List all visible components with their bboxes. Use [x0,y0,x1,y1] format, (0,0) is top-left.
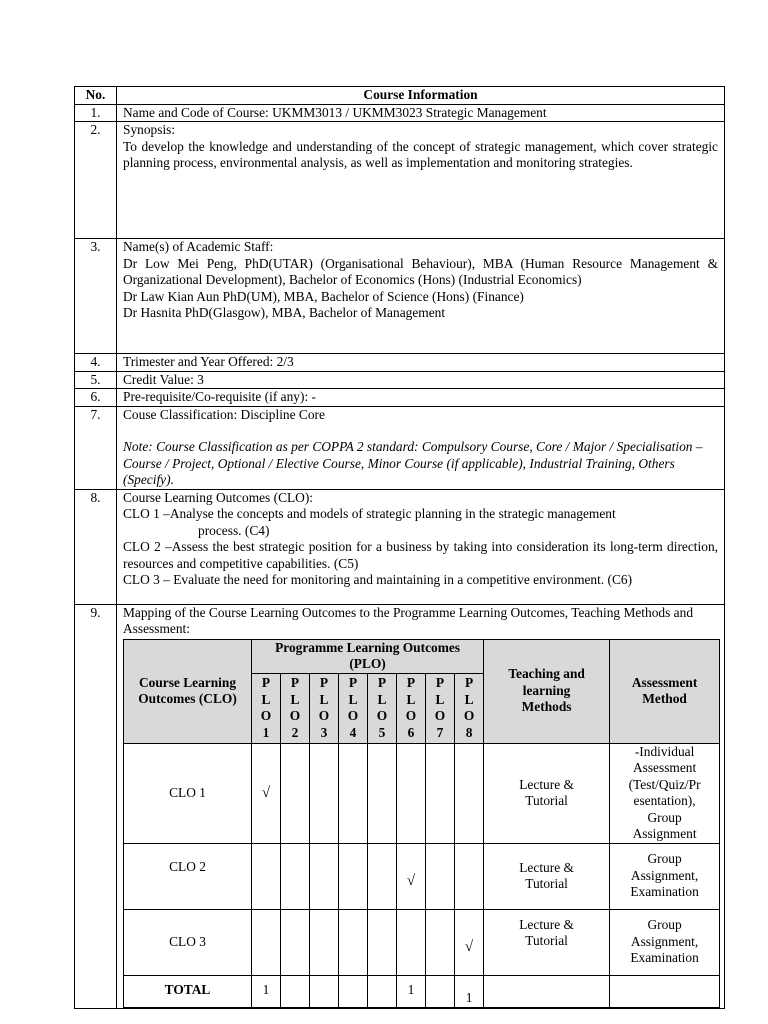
mapping-row-total [124,975,720,1007]
clo-1: CLO 1 –Analyse the concepts and models of strategic planning in the strategic management [123,506,616,521]
clo-name: CLO 2 [124,843,252,909]
staff-member: Dr Law Kian Aun PhD(UM), MBA, Bachelor of Science (Hons) (Finance) [123,288,524,304]
header-course-info: Course Information [117,87,725,105]
row-number: 5. [75,371,117,389]
clo-name: CLO 1 [124,743,252,843]
synopsis-label: Synopsis: [123,122,176,137]
mapping-row-clo1 [124,743,720,843]
synopsis-text: To develop the knowledge and understanding of the concept of strategic management, which cover strategic planning process, environmental analysis, as well as implementation and monitoring strategies. [123,138,718,170]
header-teaching-methods: Teaching and learning Methods [484,639,610,743]
synopsis-cell [117,122,725,239]
mapping-row-clo3 [124,909,720,975]
clo-name: CLO 3 [124,909,252,975]
plo-header: P L O 1 [252,673,281,743]
assessment-method: -Individual Assessment (Test/Quiz/Pr esentation), Group Assignment [610,743,720,843]
teaching-method: Lecture & Tutorial [484,843,610,909]
clo-1-cont: process. (C4) [198,522,270,538]
mapping-cell [117,604,725,1008]
row-clo [75,489,725,604]
row-classification [75,406,725,489]
teaching-method: Lecture & Tutorial [484,909,610,975]
academic-staff-label: Name(s) of Academic Staff: [123,239,274,254]
row-prerequisite [75,389,725,407]
total-plo1: 1 [252,975,281,1007]
row-synopsis [75,122,725,239]
mapping-label: Mapping of the Course Learning Outcomes to the Programme Learning Outcomes, Teaching Methods and Assessment: [123,604,694,636]
plo-tick: √ [455,909,484,975]
row-number: 4. [75,354,117,372]
row-course-name [75,104,725,122]
teaching-method: Lecture & Tutorial [484,743,610,843]
row-number: 7. [75,406,117,489]
row-academic-staff [75,239,725,354]
header-assessment-method: Assessment Method [610,639,720,743]
header-clo: Course Learning Outcomes (CLO) [124,639,252,743]
plo-header: P L O 8 [455,673,484,743]
row-number: 8. [75,489,117,604]
course-name-code: Name and Code of Course: UKMM3013 / UKMM3023 Strategic Management [117,104,725,122]
header-row [75,87,725,105]
clo-label: Course Learning Outcomes (CLO): [123,489,314,505]
row-number: 3. [75,239,117,354]
total-plo6: 1 [397,975,426,1007]
clo-plo-mapping-table [123,639,720,1008]
header-no: No. [75,87,117,105]
staff-member: Dr Hasnita PhD(Glasgow), MBA, Bachelor of Management [123,305,446,320]
staff-member: Dr Low Mei Peng, PhD(UTAR) (Organisational Behaviour), MBA (Human Resource Management & Organizational Development), Bachelor of Economics (Hons) (Industrial Economics) [123,255,718,287]
total-label: TOTAL [124,975,252,1007]
trimester-year: Trimester and Year Offered: 2/3 [117,354,725,372]
row-trimester [75,354,725,372]
classification-note: Note: Course Classification as per COPPA 2 standard: Compulsory Course, Core / Major / Specialisation – Course / Project, Optional / Elective Course, Minor Course (if applicable), Industrial Training, Others (Specify). [123,439,703,487]
course-classification: Couse Classification: Discipline Core [123,406,325,422]
classification-cell [117,406,725,489]
mapping-row-clo2 [124,843,720,909]
row-number: 6. [75,389,117,407]
row-mapping [75,604,725,1008]
row-number: 9. [75,604,117,1008]
plo-tick: √ [397,843,426,909]
clo-2: CLO 2 –Assess the best strategic position for a business by taking into consideration its long-term direction, resources and competitive capabilities. (C5) [123,539,718,571]
academic-staff-cell [117,239,725,354]
row-number: 2. [75,122,117,239]
credit-value: Credit Value: 3 [117,371,725,389]
prerequisite: Pre-requisite/Co-requisite (if any): - [117,389,725,407]
clo-3: CLO 3 – Evaluate the need for monitoring and maintaining in a competitive environment. (C6) [123,572,633,587]
plo-header: P L O 7 [426,673,455,743]
total-plo8: 1 [455,975,484,1007]
header-plo: Programme Learning Outcomes (PLO) [252,639,484,673]
assessment-method: Group Assignment, Examination [610,843,720,909]
row-credit [75,371,725,389]
clo-cell [117,489,725,604]
plo-tick: √ [252,743,281,843]
plo-header: P L O 2 [281,673,310,743]
course-info-table [74,86,725,1009]
row-number: 1. [75,104,117,122]
assessment-method: Group Assignment, Examination [610,909,720,975]
plo-header: P L O 4 [339,673,368,743]
plo-header: P L O 3 [310,673,339,743]
plo-header: P L O 6 [397,673,426,743]
plo-header: P L O 5 [368,673,397,743]
